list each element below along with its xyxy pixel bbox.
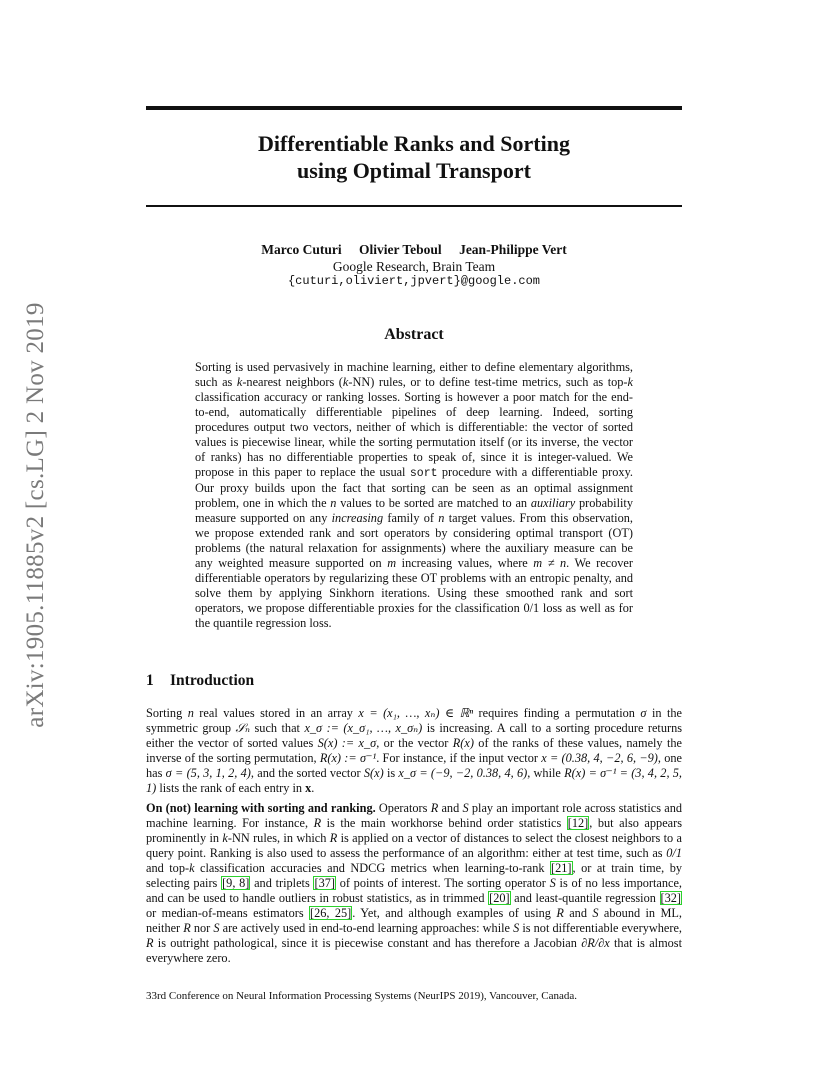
- body-text: real values stored in an array: [193, 706, 359, 720]
- math-inline: σ: [640, 706, 647, 720]
- affiliation: Google Research, Brain Team: [332, 259, 496, 274]
- body-text: and top-: [146, 861, 190, 875]
- body-text: Sorting: [146, 706, 188, 720]
- math-inline: x = (0.38, 4, −2, 6, −9): [541, 751, 658, 765]
- abstract-heading: Abstract: [384, 326, 444, 343]
- body-text: , while: [527, 766, 565, 780]
- body-text: such that: [250, 721, 305, 735]
- body-text: abound in ML, neither: [146, 906, 682, 935]
- body-text: , and the sorted vector: [250, 766, 364, 780]
- math-inline: x = (x₁, …, xₙ) ∈ ℝⁿ: [358, 706, 474, 720]
- abstract-text: Sorting is used pervasively in machine learning, either to define elementary algorithms, such as: [195, 360, 633, 389]
- author-name: Marco Cuturi: [261, 242, 342, 257]
- math-inline: 0/1: [666, 846, 682, 860]
- abstract-text: classification accuracy or ranking losses. Sorting is however a poor match for the end-to-end, automatically differentiable pipelines of deep learning. Indeed, sorting procedures output two vectors, neither of which is differentiable: the vector of sorted values is piecewise linear, while the sorting permutation itself (or its inverse, the vector of ranks) has no differentiable properties to speak of, since it is integer-valued. We propose in this paper to replace the usual: [195, 390, 633, 479]
- body-text: . For instance, if the input vector: [376, 751, 542, 765]
- emphasis-increasing: increasing: [331, 511, 384, 525]
- body-text: of points of interest. The sorting operator: [335, 876, 550, 890]
- abstract-text: probability measure supported on any: [195, 496, 633, 525]
- math-inline: S(x) := x_σ: [317, 736, 377, 750]
- body-text: , or at train time, by selecting pairs: [146, 861, 682, 890]
- section-heading-introduction: [146, 672, 682, 690]
- abstract-body: [195, 360, 633, 631]
- math-inline: x: [305, 781, 312, 795]
- body-text: is outright pathological, since it is piecewise constant and has therefore a Jacobian: [153, 936, 582, 950]
- body-text: and: [438, 801, 463, 815]
- abstract-text: procedure with a differentiable proxy. Our proxy builds upon the fact that sorting can be seen as an optimal assignment problem, one in which the: [195, 465, 633, 510]
- body-text: , one has: [146, 751, 682, 780]
- author-name: Olivier Teboul: [359, 242, 442, 257]
- author-name: Jean-Philippe Vert: [459, 242, 567, 257]
- arxiv-stamp-text: arXiv:1905.11885v2 [cs.LG] 2 Nov 2019: [22, 302, 49, 728]
- body-text: nor: [190, 921, 214, 935]
- math-inline: ∂R/∂x: [581, 936, 610, 950]
- body-text: . Yet, and although examples of using: [352, 906, 557, 920]
- math-inline: k: [222, 831, 228, 845]
- body-text: .: [311, 781, 315, 795]
- math-k: k: [342, 375, 349, 389]
- abstract-text: . We recover differentiable operators by regularizing these OT problems with an entropic penalty, and solve them by applying Sinkhorn iterations. Using these smoothed rank and sort operators, we propose differentiable proxies for the classification 0/1 loss as well as for the quantile regression loss.: [195, 556, 633, 630]
- citation-link[interactable]: [12]: [567, 816, 589, 830]
- citation-link[interactable]: [26, 25]: [310, 906, 352, 920]
- citation-link[interactable]: [9, 8]: [222, 876, 250, 890]
- code-sort: sort: [409, 467, 438, 480]
- math-inline: R: [556, 906, 564, 920]
- intro-paragraph-2: [146, 801, 682, 966]
- body-text: , or the vector: [376, 736, 453, 750]
- body-text: is not differentiable everywhere,: [519, 921, 683, 935]
- math-m: m: [387, 556, 397, 570]
- math-inline: n: [187, 706, 194, 720]
- math-inline: R(x): [452, 736, 474, 750]
- math-n: n: [330, 496, 337, 510]
- conference-footnote: 33rd Conference on Neural Information Processing Systems (NeurIPS 2019), Vancouver, Canada.: [146, 990, 578, 1002]
- body-text: in the symmetric group: [146, 706, 682, 735]
- math-n: n: [438, 511, 445, 525]
- math-inline: S(x): [363, 766, 384, 780]
- abstract-text: values to be sorted are matched to an: [336, 496, 531, 510]
- math-inline: S: [213, 921, 220, 935]
- title-line-2: using Optimal Transport: [297, 158, 531, 183]
- citation-link[interactable]: [32]: [660, 891, 681, 905]
- abstract-text: family of: [383, 511, 439, 525]
- math-inline: σ = (5, 3, 1, 2, 4): [165, 766, 251, 780]
- math-inline: x_σ = (−9, −2, 0.38, 4, 6): [398, 766, 528, 780]
- body-text: is the main workhorse behind order statistics: [321, 816, 567, 830]
- body-text: is of no less importance, and can be used to handle outliers in robust statistics, as in trimmed: [146, 876, 683, 905]
- body-text: lists the rank of each entry in: [156, 781, 306, 795]
- abstract-text: target values. From this observation, we propose extended rank and sort operators by considering optimal transport (OT) problems (the natural relaxation for assignments) where the auxiliary measure can be any weighted measure supported on: [195, 511, 633, 570]
- section-number: 1: [146, 672, 154, 689]
- paper-title: [146, 130, 682, 184]
- body-text: and triplets: [250, 876, 314, 890]
- citation-link[interactable]: [21]: [551, 861, 572, 875]
- math-inline: S: [549, 876, 556, 890]
- body-text: , but also appears prominently in: [146, 816, 682, 845]
- math-inline: x_σ := (x_σ₁, …, x_σₙ): [304, 721, 423, 735]
- math-inline: S: [513, 921, 520, 935]
- paragraph-lead: On (not) learning with sorting and ranking.: [146, 801, 376, 815]
- title-rule-bottom: [146, 205, 682, 207]
- body-text: -NN rules, in which: [227, 831, 330, 845]
- body-text: is applied on a vector of distances to select the closest neighbors to a query point. Ranking is also used to assess the performance of an algorithm: either at test time, such as: [146, 831, 682, 860]
- body-text: and: [563, 906, 593, 920]
- body-text: classification accuracies and NDCG metrics when learning-to-rank: [194, 861, 550, 875]
- abstract-text: -nearest neighbors (: [242, 375, 343, 389]
- math-k: k: [236, 375, 243, 389]
- math-inline: S: [592, 906, 599, 920]
- body-text: is increasing. A call to a sorting procedure returns either the vector of sorted values: [146, 721, 683, 750]
- abstract-text: -NN) rules, or to define test-time metrics, such as top-: [348, 375, 628, 389]
- body-text: are actively used in end-to-end learning approaches: while: [219, 921, 514, 935]
- math-inline: R: [430, 801, 439, 815]
- body-text: requires finding a permutation: [473, 706, 641, 720]
- body-text: and least-quantile regression: [510, 891, 660, 905]
- math-inline: R: [183, 921, 191, 935]
- math-inline: R(x) = σ⁻¹ = (3, 4, 2, 5, 1): [146, 766, 683, 795]
- title-line-1: Differentiable Ranks and Sorting: [258, 131, 570, 156]
- math-inline: S: [462, 801, 469, 815]
- math-inline: 𝒮ₙ: [235, 721, 251, 735]
- math-inline: R(x) := σ⁻¹: [319, 751, 377, 765]
- body-text: of the ranks of these values, namely the inverse of the sorting permutation,: [146, 736, 682, 765]
- intro-paragraph-1: [146, 706, 682, 796]
- math-inline: R: [313, 816, 322, 830]
- body-text: play an important role across statistics and machine learning. For instance,: [146, 801, 683, 830]
- title-rule-top: [146, 106, 682, 110]
- body-text: or median-of-means estimators: [146, 906, 309, 920]
- citation-link[interactable]: [20]: [489, 891, 510, 905]
- math-m-neq-n: m ≠ n: [533, 556, 567, 570]
- body-text: is: [383, 766, 399, 780]
- body-text: that is almost everywhere zero.: [146, 936, 683, 965]
- body-text: Operators: [375, 801, 431, 815]
- math-inline: R: [329, 831, 338, 845]
- math-inline: k: [189, 861, 195, 875]
- abstract-text: increasing values, where: [396, 556, 534, 570]
- section-title: Introduction: [170, 672, 255, 689]
- author-list: [146, 242, 682, 258]
- math-inline: R: [146, 936, 154, 950]
- citation-link[interactable]: [37]: [314, 876, 335, 890]
- math-k: k: [627, 375, 633, 389]
- author-emails: {cuturi,oliviert,jpvert}@google.com: [287, 274, 541, 288]
- emphasis-auxiliary: auxiliary: [530, 496, 576, 510]
